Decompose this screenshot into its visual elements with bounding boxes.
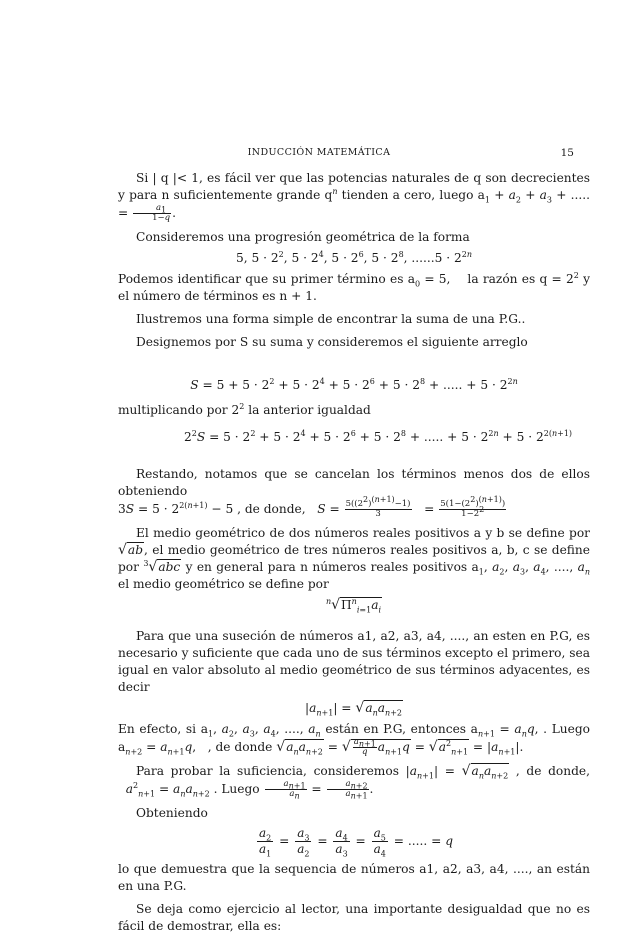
running-header [0,147,638,161]
paragraph-conclusion: lo que demuestra que la sequencia de números a1, a2, a3, a4, ...., an están en una P.G. [118,862,590,893]
paragraph-multiply: multiplicando por $2^2$ la anterior igualdad [118,401,371,417]
equation-condition: $|a_{n+1}| = √a_na_{n+2}$ [304,700,402,718]
paragraph-exercise: Se deja como ejercicio al lector, una importante desigualdad que no es fácil de demostrar, ella es: [118,902,590,933]
paragraph-first-term: Podemos identificar que su primer término es $a_0 = 5$, la razón es $q = 2^2$ y el número de términos es n + 1. [118,270,591,303]
paragraph-limit: Si | q |< 1, es fácil ver que las potencias naturales de q son decrecientes y para n suficientemente grande $q^n$ tienden a cero, luego $a_1 + a_2 + a_3$ + ..... = $\frac{a_1}{1-q}$ . [118,171,590,223]
paragraph-geometric-mean: El medio geométrico de dos números reales positivos a y b se define por √ab, el medio geométrico de tres números reales positivos a, b, c se define por $^3$√abc y en general para n números reales positivos $a_1$, $a_2$, $a_3$, $a_4$, ...., $a_n$ el medio geométrico se define por [118,526,591,591]
equation-nth-root: $^n√\Pi^n_{i=1}a_i$ [325,596,382,615]
paragraph-proof-necessity: En efecto, si $a_1$, $a_2$, $a_3$, $a_4$, ...., $a_n$ están en P.G, entonces $a_{n+1} = a_nq$, . Luego $a_{n+2} = a_{n+1}q$, , de donde $√a_na_{n+2}$ = √ $\frac{a_{n+1}}{q}$ $a_{n+1}q = √a^2_{n+1} = |a_{n+1}|$. [118,722,590,757]
page-number: 15 [560,147,574,159]
equation-progression: 5, $5 \cdot 2^2$, $5 \cdot 2^4$, $5 \cdot 2^6$, $5 \cdot 2^8$, $......5 \cdot 2^{2n}$ [235,249,473,265]
equation-ratios: $\frac{a_2}{a_1}$ = $\frac{a_3}{a_2}$ = $\frac{a_4}{a_3}$ = $\frac{a_5}{a_4}$ = ..... = q [258,826,453,859]
page-body [118,170,590,935]
paragraph-subtract: Restando, notamos que se cancelan los términos menos dos de ellos obteniendo [118,467,590,498]
paragraph-proof-sufficiency: Para probar la suficiencia, consideremos $|a_{n+1}| = √a_na_{n+2}$ , de donde, $a^2_{n+1} = a_na_{n+2}$ . Luego $\frac{a_{n+1}}{a_n}$ = $\frac{a_{n+2}}{a_{n+1}}$ . [125,763,590,801]
header-title: INDUCCIÓN MATEMÁTICA [247,147,391,158]
paragraph-designate: Designemos por S su suma y consideremos el siguiente arreglo [136,335,528,349]
equation-sum: $S = 5 + 5 \cdot 2^2 + 5 \cdot 2^4 + 5 \cdot 2^6 + 5 \cdot 2^8$ + ..... + $5 \cdot 2^{2n}$ [190,376,518,392]
paragraph-progression: Consideremos una progresión geométrica de la forma [136,230,470,244]
paragraph-obtaining: Obteniendo [136,806,208,820]
paragraph-illustrate: Ilustremos una forma simple de encontrar la suma de una P.G.. [136,312,526,326]
paragraph-condition: Para que una suseción de números a1, a2, a3, a4, ...., an esten en P.G, es necesario y suficiente que cada uno de sus términos excepto el primero, sea igual en valor absoluto al medio geométrico de sus términos adyacentes, es decir [118,629,590,694]
equation-multiplied: $2^2S = 5 \cdot 2^2 + 5 \cdot 2^4 + 5 \cdot 2^6 + 5 \cdot 2^8$ + ..... + $5 \cdot 2^{2n} + 5 \cdot 2^{2(n+1)}$ [184,428,573,444]
equation-result: $3S = 5 \cdot 2^{2(n+1)} - 5$ , de donde, S = $\frac{5((2^2)^{(n+1)}-1)}{3}$ = $\frac{5(1-(2^2)^{(n+1)})}{1-2^2}$ [118,495,506,519]
